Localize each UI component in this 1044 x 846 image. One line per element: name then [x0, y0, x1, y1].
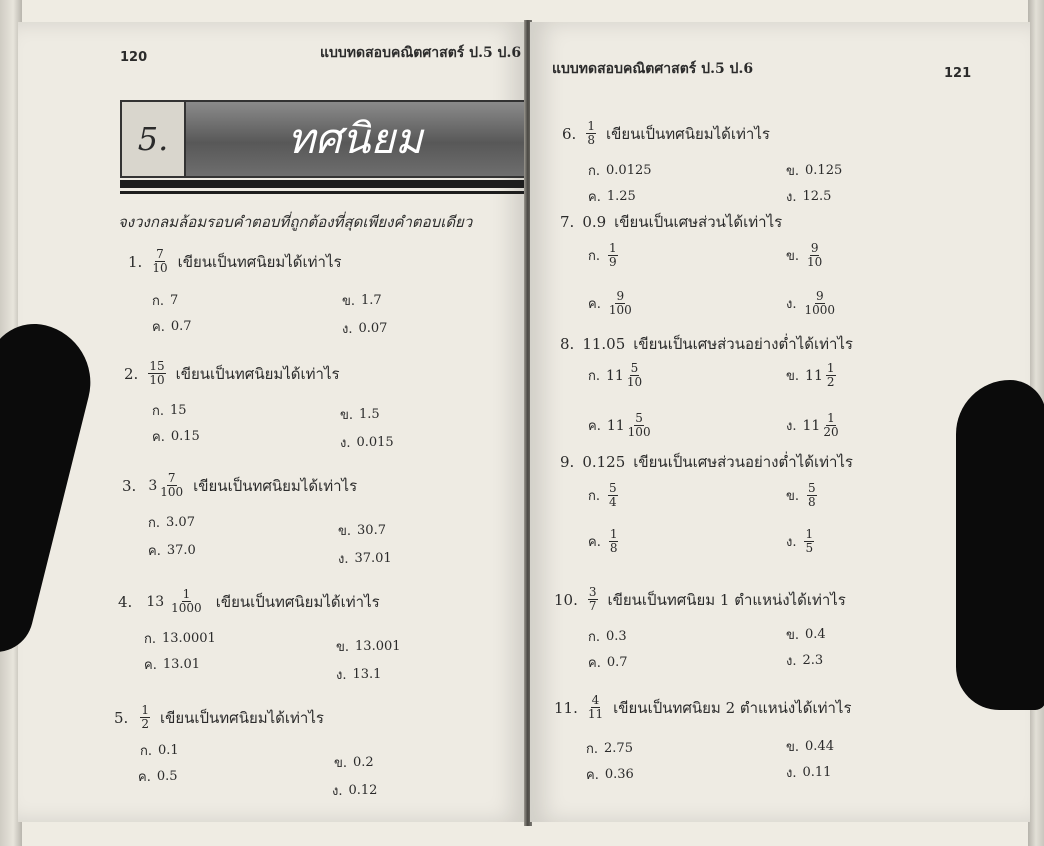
question-text: เขียนเป็นเศษส่วนได้เท่าไร — [614, 213, 783, 231]
question-fraction: $\frac{15}{10}$ — [149, 359, 165, 387]
chapter-banner — [120, 100, 526, 178]
option-c[interactable]: ค. 37.0 — [148, 543, 196, 559]
question-10 — [554, 586, 846, 613]
question-text: เขียนเป็นทศนิยมได้เท่าไร — [215, 592, 380, 611]
question-8 — [560, 332, 853, 356]
question-number: 5. — [114, 708, 129, 727]
option-c[interactable]: ค. 13.01 — [144, 657, 201, 673]
question-number: 3. — [122, 476, 137, 495]
option-d[interactable]: ง. 0.12 — [332, 783, 378, 799]
question-11 — [554, 694, 852, 721]
option-b[interactable]: ข. 0.125 — [786, 163, 843, 179]
question-fraction: $\frac{1}{2}$ — [141, 703, 149, 731]
instruction: จงวงกลมล้อมรอบคำตอบที่ถูกต้องที่สุดเพียงคำตอบเดียว — [118, 213, 473, 231]
chapter-title: ทศนิยม — [186, 102, 524, 176]
question-4 — [118, 588, 380, 615]
question-2 — [124, 360, 340, 387]
question-number: 6. — [562, 124, 577, 143]
question-number: 1. — [128, 252, 143, 271]
option-c[interactable]: ค. $\frac{9}{100}$ — [588, 289, 632, 317]
option-b[interactable]: ข. 30.7 — [338, 523, 386, 539]
question-number: 10. — [554, 590, 578, 609]
question-prefix: 0.125 — [582, 453, 626, 471]
question-fraction: $\frac{1}{1000}$ — [171, 587, 202, 615]
option-b[interactable]: ข. 0.2 — [334, 755, 374, 771]
left-page — [18, 22, 526, 822]
option-b[interactable]: ข. 13.001 — [336, 639, 401, 655]
option-a[interactable]: ก. 0.0125 — [588, 163, 652, 179]
option-b[interactable]: ข. 1.5 — [340, 407, 380, 423]
option-d[interactable]: ง. 11 $\frac{1}{20}$ — [786, 411, 839, 439]
question-5 — [114, 704, 324, 731]
question-fraction: $\frac{1}{8}$ — [587, 119, 595, 147]
question-7 — [560, 210, 782, 234]
question-text: เขียนเป็นทศนิยม 2 ตำแหน่งได้เท่าไร — [613, 698, 852, 717]
option-a[interactable]: ก. 2.75 — [586, 741, 633, 757]
question-number: 2. — [124, 364, 139, 383]
question-text: เขียนเป็นทศนิยมได้เท่าไร — [159, 708, 324, 727]
question-6 — [562, 120, 770, 147]
option-d[interactable]: ง. 0.07 — [342, 321, 388, 337]
option-a[interactable]: ก. $\frac{1}{9}$ — [588, 241, 617, 269]
question-number: 11. — [554, 698, 578, 717]
option-b[interactable]: ข. 11 $\frac{1}{2}$ — [786, 361, 835, 389]
question-number: 4. — [118, 592, 133, 611]
running-header-right: แบบทดสอบคณิตศาสตร์ ป.5 ป.6 — [552, 61, 754, 77]
question-text: เขียนเป็นทศนิยมได้เท่าไร — [605, 124, 770, 143]
page-number-left: 120 — [120, 50, 148, 65]
option-a[interactable]: ก. $\frac{5}{4}$ — [588, 481, 617, 509]
option-b[interactable]: ข. $\frac{9}{10}$ — [786, 241, 823, 269]
option-a[interactable]: ก. 15 — [152, 403, 187, 419]
question-text: เขียนเป็นทศนิยม 1 ตำแหน่งได้เท่าไร — [607, 590, 846, 609]
option-d[interactable]: ง. 12.5 — [786, 189, 832, 205]
running-header-left: แบบทดสอบคณิตศาสตร์ ป.5 ป.6 — [320, 45, 522, 61]
option-c[interactable]: ค. 0.7 — [588, 655, 628, 671]
option-d[interactable]: ง. $\frac{9}{1000}$ — [786, 289, 836, 317]
option-d[interactable]: ง. 37.01 — [338, 551, 392, 567]
option-c[interactable]: ค. 1.25 — [588, 189, 636, 205]
option-c[interactable]: ค. 0.5 — [138, 769, 178, 785]
question-text: เขียนเป็นทศนิยมได้เท่าไร — [175, 364, 340, 383]
option-a[interactable]: ก. 0.1 — [140, 743, 179, 759]
question-prefix: 11.05 — [582, 335, 626, 353]
question-fraction: $\frac{4}{11}$ — [587, 693, 604, 721]
page-number-right: 121 — [944, 66, 972, 81]
option-d[interactable]: ง. 0.11 — [786, 765, 832, 781]
question-whole: 13 — [146, 593, 165, 610]
question-number: 9. — [560, 453, 575, 471]
question-text: เขียนเป็นทศนิยมได้เท่าไร — [193, 476, 358, 495]
option-a[interactable]: ก. 11 $\frac{5}{10}$ — [588, 361, 643, 389]
question-fraction: $\frac{3}{7}$ — [588, 585, 597, 613]
question-3 — [122, 472, 357, 499]
option-a[interactable]: ก. 7 — [152, 293, 179, 309]
question-fraction: $\frac{7}{10}$ — [152, 247, 168, 275]
option-b[interactable]: ข. $\frac{5}{8}$ — [786, 481, 816, 509]
question-1 — [128, 248, 342, 275]
right-thumb-shape — [956, 380, 1044, 710]
option-b[interactable]: ข. 0.44 — [786, 739, 834, 755]
option-d[interactable]: ง. 13.1 — [336, 667, 382, 683]
heading-rule-thick — [120, 180, 524, 188]
option-c[interactable]: ค. 0.15 — [152, 429, 200, 445]
question-text: เขียนเป็นเศษส่วนอย่างต่ำได้เท่าไร — [633, 453, 853, 471]
right-page — [530, 22, 1030, 822]
question-number: 8. — [560, 335, 575, 353]
option-c[interactable]: ค. 0.7 — [152, 319, 192, 335]
heading-rule-thin — [120, 191, 524, 194]
question-9 — [560, 450, 853, 474]
question-whole: 3 — [148, 477, 158, 494]
question-number: 7. — [560, 213, 575, 231]
question-text: เขียนเป็นทศนิยมได้เท่าไร — [177, 252, 342, 271]
question-text: เขียนเป็นเศษส่วนอย่างต่ำได้เท่าไร — [633, 335, 853, 353]
option-c[interactable]: ค. 11 $\frac{5}{100}$ — [588, 411, 651, 439]
option-d[interactable]: ง. 2.3 — [786, 653, 824, 669]
question-prefix: 0.9 — [582, 213, 607, 231]
option-b[interactable]: ข. 0.4 — [786, 627, 826, 643]
option-d[interactable]: ง. 0.015 — [340, 435, 394, 451]
option-a[interactable]: ก. 3.07 — [148, 515, 195, 531]
option-d[interactable]: ง. $\frac{1}{5}$ — [786, 527, 814, 555]
chapter-number: 5. — [122, 102, 186, 176]
option-a[interactable]: ก. 0.3 — [588, 629, 627, 645]
option-c[interactable]: ค. 0.36 — [586, 767, 634, 783]
option-c[interactable]: ค. $\frac{1}{8}$ — [588, 527, 618, 555]
option-b[interactable]: ข. 1.7 — [342, 293, 382, 309]
question-fraction: $\frac{7}{100}$ — [160, 471, 184, 499]
option-a[interactable]: ก. 13.0001 — [144, 631, 216, 647]
